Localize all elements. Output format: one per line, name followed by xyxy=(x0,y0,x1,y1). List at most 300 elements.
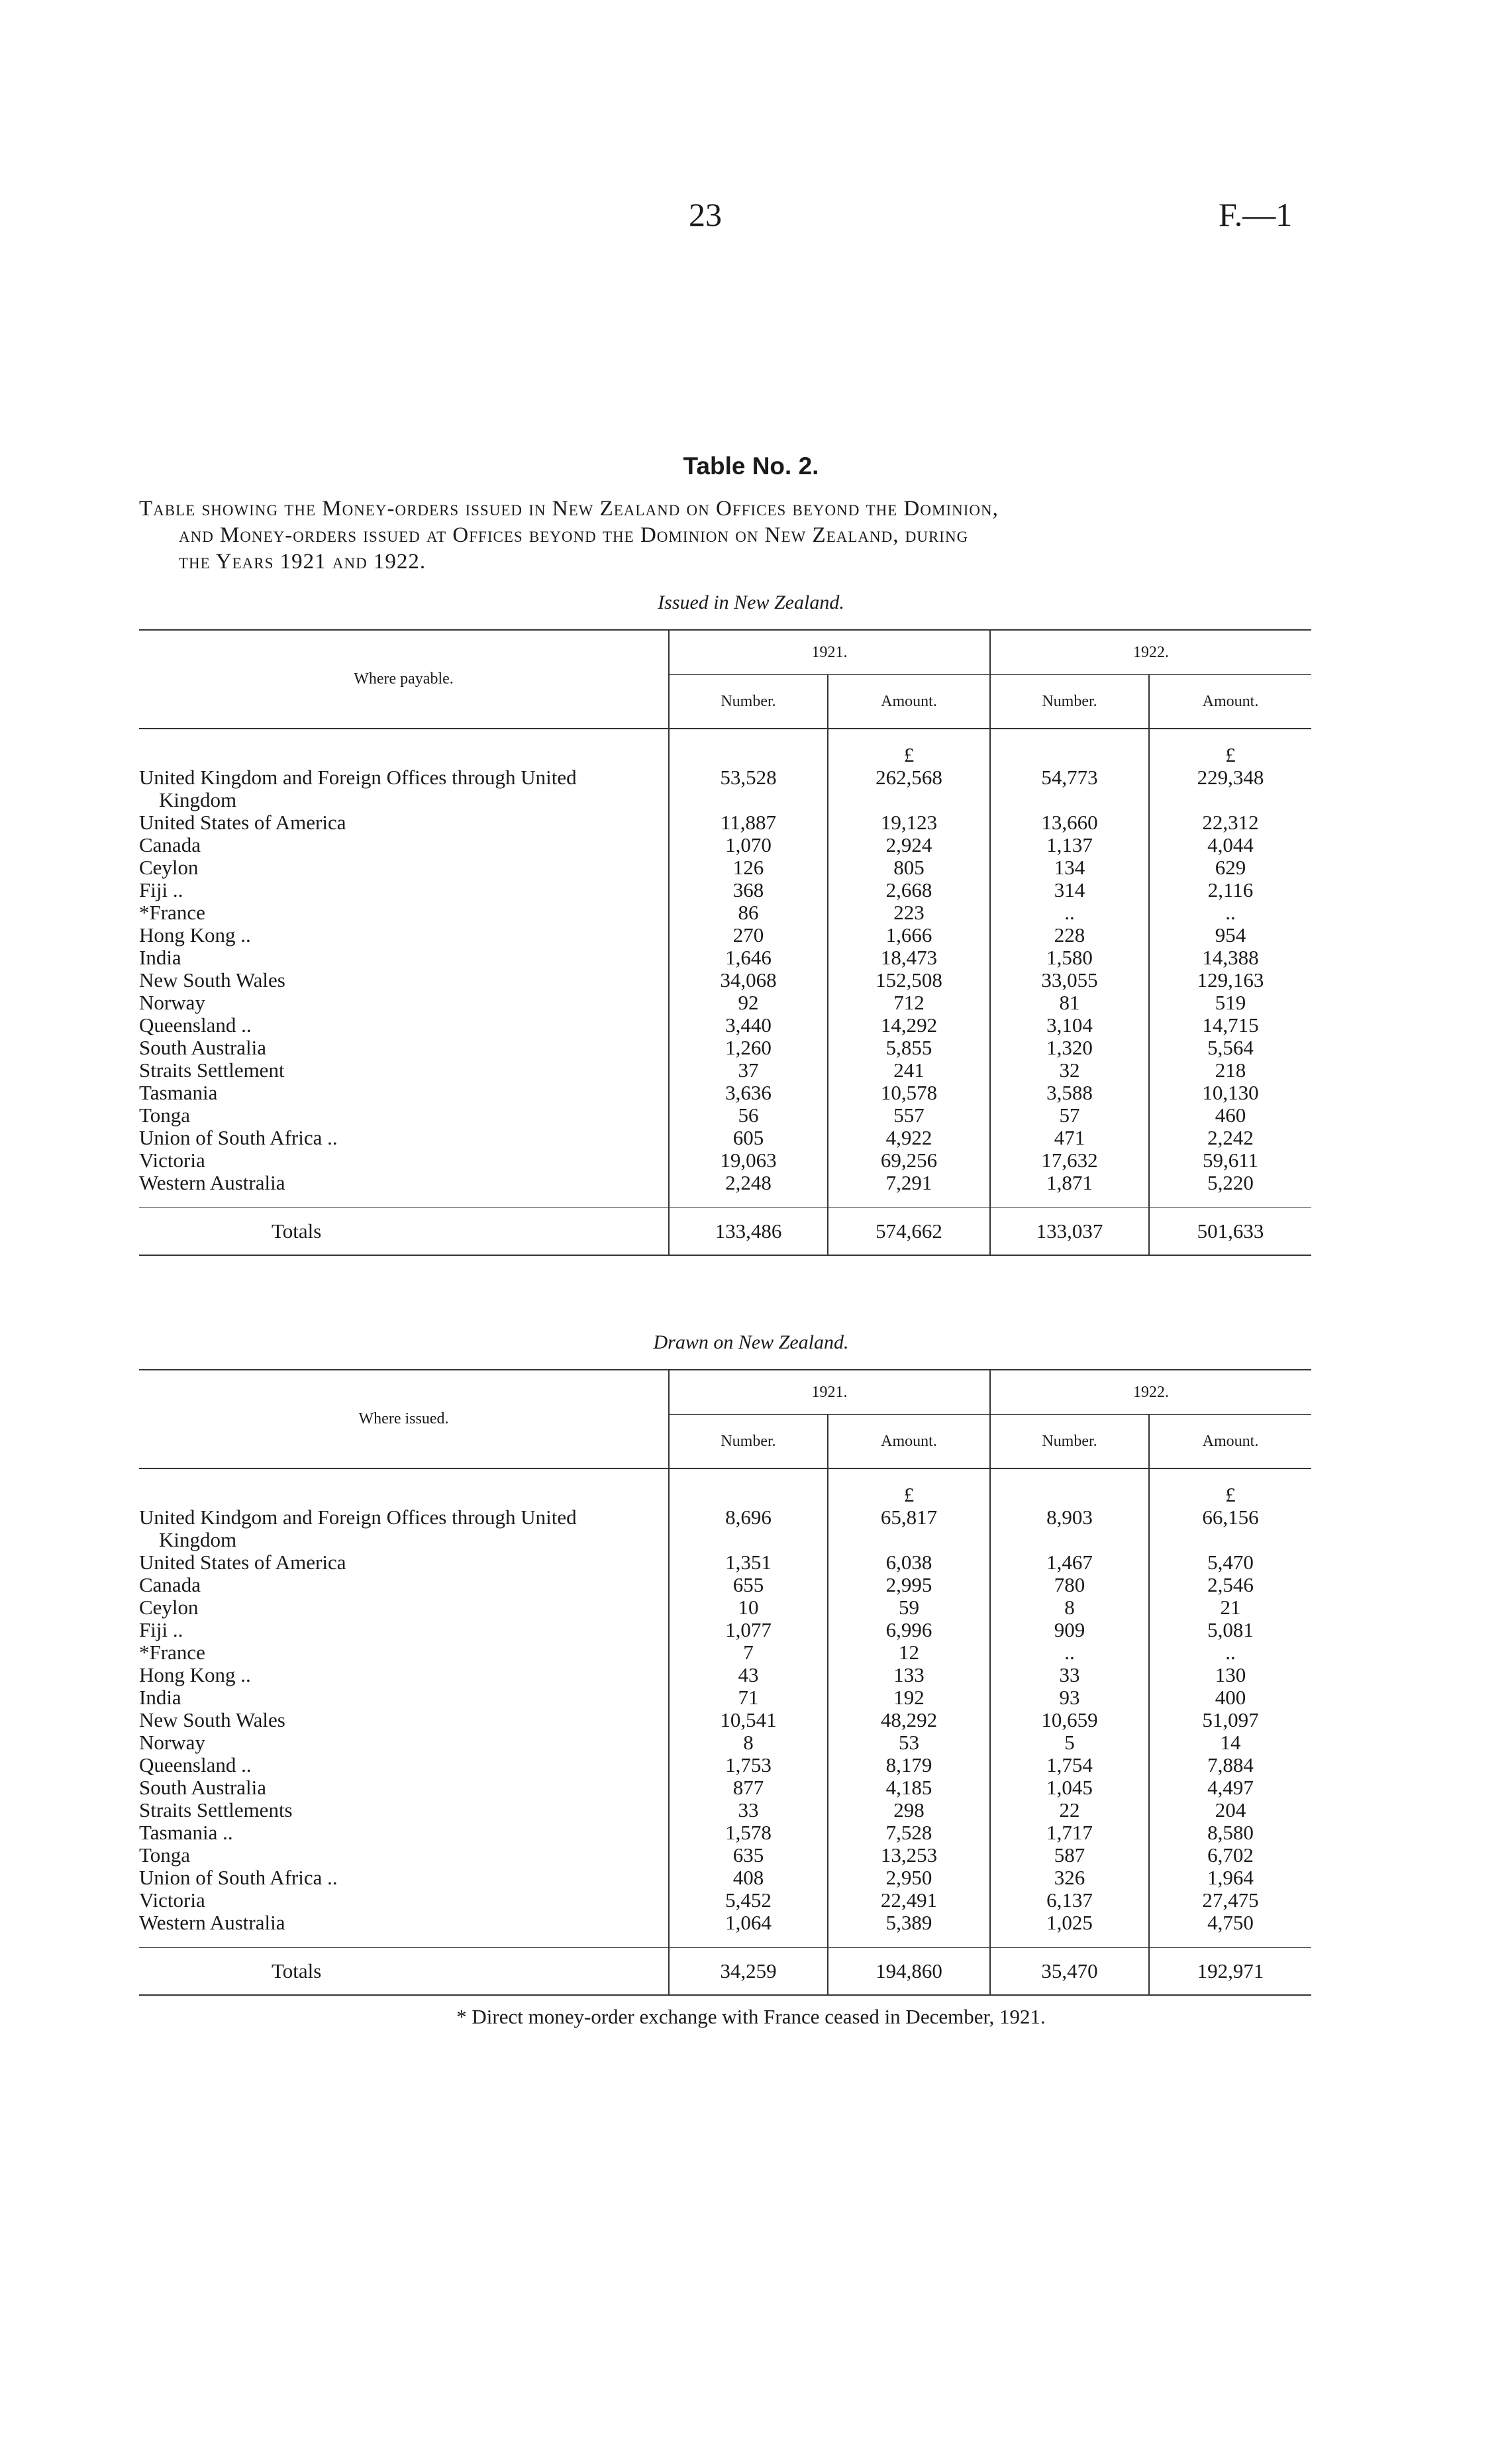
number-1921-cell: 1,646 xyxy=(669,947,828,969)
number-1922-cell: .. xyxy=(990,1641,1149,1664)
amount-1922-cell: 10,130 xyxy=(1149,1082,1311,1104)
number-1922-cell: 5 xyxy=(990,1731,1149,1754)
drawn-table-body xyxy=(139,1468,1311,1995)
place-cell xyxy=(139,947,669,969)
total-amount-1921: 194,860 xyxy=(828,1948,990,1996)
table-row xyxy=(139,1172,1311,1194)
table-row xyxy=(139,1664,1311,1686)
table-row xyxy=(139,766,1311,811)
number-1921-cell: 605 xyxy=(669,1127,828,1149)
blank-cell xyxy=(139,1934,669,1948)
amount-1921-cell: 2,668 xyxy=(828,879,990,901)
number-header: Number. xyxy=(990,675,1149,729)
number-1921-cell: 10 xyxy=(669,1596,828,1619)
number-1922-cell: 1,717 xyxy=(990,1822,1149,1844)
place-name: India xyxy=(139,946,181,969)
totals-label: Totals xyxy=(139,1948,669,1996)
table-row xyxy=(139,879,1311,901)
place-cell xyxy=(139,1104,669,1127)
amount-1921-cell: 223 xyxy=(828,901,990,924)
page-reference: F.—1 xyxy=(1219,196,1293,233)
spacer-row xyxy=(139,1934,1311,1948)
table-caption xyxy=(139,495,1305,575)
totals-row xyxy=(139,1948,1311,1996)
place-name: United States of America xyxy=(139,811,346,834)
table-row xyxy=(139,1641,1311,1664)
place-name: *France xyxy=(139,1641,205,1664)
place-cell xyxy=(139,1127,669,1149)
place-cell xyxy=(139,1596,669,1619)
table-row xyxy=(139,1506,1311,1551)
caption-line-3: the Years 1921 and 1922. xyxy=(179,550,426,574)
number-1921-cell: 1,260 xyxy=(669,1037,828,1059)
place-cell xyxy=(139,1574,669,1596)
amount-1922-cell: 954 xyxy=(1149,924,1311,947)
amount-1921-cell: 7,528 xyxy=(828,1822,990,1844)
year-1922-header: 1922. xyxy=(990,1370,1311,1415)
number-1922-cell: 326 xyxy=(990,1867,1149,1889)
number-1922-cell: 13,660 xyxy=(990,811,1149,834)
blank-cell xyxy=(990,1934,1149,1948)
number-header: Number. xyxy=(669,675,828,729)
number-1922-cell: 587 xyxy=(990,1844,1149,1867)
number-1921-cell: 1,351 xyxy=(669,1551,828,1574)
amount-1921-cell: 712 xyxy=(828,992,990,1014)
number-1922-cell: 909 xyxy=(990,1619,1149,1641)
number-1921-cell: 126 xyxy=(669,856,828,879)
number-1921-cell: 3,440 xyxy=(669,1014,828,1037)
number-1922-cell: 780 xyxy=(990,1574,1149,1596)
amount-1921-cell: 7,291 xyxy=(828,1172,990,1194)
number-1922-cell: 1,754 xyxy=(990,1754,1149,1776)
place-name: Straits Settlement xyxy=(139,1058,285,1082)
place-name: New South Wales xyxy=(139,968,285,992)
table-row xyxy=(139,1799,1311,1822)
place-name: Ceylon xyxy=(139,856,199,879)
amount-1922-cell: 4,750 xyxy=(1149,1912,1311,1934)
place-name: New South Wales xyxy=(139,1708,285,1731)
number-1922-cell: 1,137 xyxy=(990,834,1149,856)
place-cell xyxy=(139,1844,669,1867)
amount-header: Amount. xyxy=(1149,1415,1311,1469)
issued-table xyxy=(139,629,1311,1256)
amount-1922-cell: 5,081 xyxy=(1149,1619,1311,1641)
blank-cell xyxy=(139,729,669,766)
place-cell xyxy=(139,1149,669,1172)
place-name-continued: Kingdom xyxy=(159,788,237,811)
table-row xyxy=(139,1754,1311,1776)
number-1922-cell: 1,580 xyxy=(990,947,1149,969)
number-1921-cell: 8 xyxy=(669,1731,828,1754)
number-1922-cell: 3,104 xyxy=(990,1014,1149,1037)
amount-1921-cell: 5,389 xyxy=(828,1912,990,1934)
currency-row xyxy=(139,1468,1311,1506)
amount-1922-cell: 400 xyxy=(1149,1686,1311,1709)
caption-line-2: and Money-orders issued at Offices beyond the Dominion on New Zealand, during xyxy=(179,523,969,547)
blank-cell xyxy=(139,1194,669,1208)
drawn-subtitle: Drawn on New Zealand. xyxy=(653,1331,849,1353)
number-1922-cell: 57 xyxy=(990,1104,1149,1127)
number-1921-cell: 5,452 xyxy=(669,1889,828,1912)
place-cell xyxy=(139,1664,669,1686)
amount-1922-cell: 130 xyxy=(1149,1664,1311,1686)
number-1922-cell: 1,320 xyxy=(990,1037,1149,1059)
number-1922-cell: 3,588 xyxy=(990,1082,1149,1104)
place-name: Hong Kong .. xyxy=(139,923,251,947)
table-row xyxy=(139,1619,1311,1641)
place-name: Western Australia xyxy=(139,1171,285,1194)
amount-1921-cell: 5,855 xyxy=(828,1037,990,1059)
amount-1921-cell: 241 xyxy=(828,1059,990,1082)
place-cell xyxy=(139,1641,669,1664)
amount-1922-cell: 14 xyxy=(1149,1731,1311,1754)
total-amount-1921: 574,662 xyxy=(828,1208,990,1256)
amount-1922-cell: 5,564 xyxy=(1149,1037,1311,1059)
where-issued-header: Where issued. xyxy=(139,1370,669,1468)
table-row xyxy=(139,1551,1311,1574)
amount-1922-cell: 51,097 xyxy=(1149,1709,1311,1731)
amount-1921-cell: 6,996 xyxy=(828,1619,990,1641)
year-1922-header: 1922. xyxy=(990,630,1311,675)
number-1922-cell: 8 xyxy=(990,1596,1149,1619)
amount-1921-cell: 2,924 xyxy=(828,834,990,856)
currency-symbol: £ xyxy=(828,1468,990,1506)
place-cell xyxy=(139,1731,669,1754)
total-number-1922: 133,037 xyxy=(990,1208,1149,1256)
place-name: Norway xyxy=(139,1731,205,1754)
amount-1922-cell: 519 xyxy=(1149,992,1311,1014)
table-row xyxy=(139,1104,1311,1127)
number-1921-cell: 635 xyxy=(669,1844,828,1867)
totals-row xyxy=(139,1208,1311,1256)
place-name: South Australia xyxy=(139,1776,267,1799)
table-row xyxy=(139,947,1311,969)
table-row xyxy=(139,1082,1311,1104)
place-cell xyxy=(139,834,669,856)
place-cell xyxy=(139,1889,669,1912)
blank-cell xyxy=(990,1194,1149,1208)
number-header: Number. xyxy=(669,1415,828,1469)
place-cell xyxy=(139,811,669,834)
table-row xyxy=(139,834,1311,856)
place-name: Queensland .. xyxy=(139,1013,252,1037)
totals-label: Totals xyxy=(139,1208,669,1256)
number-cell xyxy=(990,1468,1149,1506)
amount-1922-cell: 66,156 xyxy=(1149,1506,1311,1551)
table-row xyxy=(139,1686,1311,1709)
number-1922-cell: 471 xyxy=(990,1127,1149,1149)
place-cell xyxy=(139,1172,669,1194)
number-1921-cell: 2,248 xyxy=(669,1172,828,1194)
amount-1921-cell: 8,179 xyxy=(828,1754,990,1776)
amount-1921-cell: 12 xyxy=(828,1641,990,1664)
blank-cell xyxy=(1149,1934,1311,1948)
number-1921-cell: 877 xyxy=(669,1776,828,1799)
table-row xyxy=(139,924,1311,947)
place-cell xyxy=(139,1619,669,1641)
issued-subtitle: Issued in New Zealand. xyxy=(658,591,844,613)
amount-1922-cell: 22,312 xyxy=(1149,811,1311,834)
amount-1922-cell: 2,242 xyxy=(1149,1127,1311,1149)
table-row xyxy=(139,1889,1311,1912)
place-cell xyxy=(139,924,669,947)
table-row xyxy=(139,856,1311,879)
place-name: Straits Settlements xyxy=(139,1798,293,1822)
number-1921-cell: 8,696 xyxy=(669,1506,828,1551)
number-1922-cell: 33,055 xyxy=(990,969,1149,992)
table-row xyxy=(139,1127,1311,1149)
place-name: Ceylon xyxy=(139,1596,199,1619)
number-1922-cell: 1,045 xyxy=(990,1776,1149,1799)
number-1921-cell: 1,064 xyxy=(669,1912,828,1934)
amount-1921-cell: 22,491 xyxy=(828,1889,990,1912)
number-1922-cell: 81 xyxy=(990,992,1149,1014)
amount-1921-cell: 13,253 xyxy=(828,1844,990,1867)
number-cell xyxy=(990,729,1149,766)
number-1921-cell: 11,887 xyxy=(669,811,828,834)
number-1921-cell: 19,063 xyxy=(669,1149,828,1172)
number-1921-cell: 368 xyxy=(669,879,828,901)
place-cell xyxy=(139,879,669,901)
table-row xyxy=(139,992,1311,1014)
amount-1922-cell: 629 xyxy=(1149,856,1311,879)
amount-1921-cell: 48,292 xyxy=(828,1709,990,1731)
place-cell xyxy=(139,1037,669,1059)
number-1921-cell: 1,753 xyxy=(669,1754,828,1776)
number-1921-cell: 7 xyxy=(669,1641,828,1664)
amount-1921-cell: 1,666 xyxy=(828,924,990,947)
number-cell xyxy=(669,1468,828,1506)
amount-1922-cell: 229,348 xyxy=(1149,766,1311,811)
currency-symbol: £ xyxy=(828,729,990,766)
table-row xyxy=(139,1776,1311,1799)
place-name: United Kindgom and Foreign Offices through United xyxy=(139,1506,577,1529)
blank-cell xyxy=(828,1934,990,1948)
amount-1922-cell: 2,116 xyxy=(1149,879,1311,901)
amount-1922-cell: 5,220 xyxy=(1149,1172,1311,1194)
number-1921-cell: 10,541 xyxy=(669,1709,828,1731)
amount-1921-cell: 69,256 xyxy=(828,1149,990,1172)
number-1921-cell: 56 xyxy=(669,1104,828,1127)
place-name: Tonga xyxy=(139,1104,191,1127)
number-1921-cell: 37 xyxy=(669,1059,828,1082)
amount-1921-cell: 4,185 xyxy=(828,1776,990,1799)
amount-1921-cell: 6,038 xyxy=(828,1551,990,1574)
amount-1921-cell: 133 xyxy=(828,1664,990,1686)
total-number-1922: 35,470 xyxy=(990,1948,1149,1996)
place-name: India xyxy=(139,1686,181,1709)
table-row xyxy=(139,1014,1311,1037)
table-row xyxy=(139,1867,1311,1889)
number-1922-cell: 54,773 xyxy=(990,766,1149,811)
place-cell xyxy=(139,1912,669,1934)
number-1922-cell: 1,025 xyxy=(990,1912,1149,1934)
amount-1922-cell: 7,884 xyxy=(1149,1754,1311,1776)
table-row xyxy=(139,1059,1311,1082)
table-row xyxy=(139,1844,1311,1867)
place-cell xyxy=(139,1551,669,1574)
place-cell xyxy=(139,1686,669,1709)
number-1922-cell: 32 xyxy=(990,1059,1149,1082)
table-row xyxy=(139,1596,1311,1619)
caption-line-1: Table showing the Money-orders issued in New Zealand on Offices beyond the Dominion, xyxy=(139,497,999,521)
number-1922-cell: 1,467 xyxy=(990,1551,1149,1574)
place-name: Union of South Africa .. xyxy=(139,1126,338,1149)
number-1921-cell: 270 xyxy=(669,924,828,947)
amount-1922-cell: 14,715 xyxy=(1149,1014,1311,1037)
amount-1921-cell: 152,508 xyxy=(828,969,990,992)
blank-cell xyxy=(139,1468,669,1506)
table-row xyxy=(139,1912,1311,1934)
number-1922-cell: 22 xyxy=(990,1799,1149,1822)
amount-1921-cell: 59 xyxy=(828,1596,990,1619)
table-title: Table No. 2. xyxy=(683,452,819,480)
place-name: *France xyxy=(139,901,205,924)
amount-1922-cell: 4,044 xyxy=(1149,834,1311,856)
amount-1922-cell: 460 xyxy=(1149,1104,1311,1127)
number-1921-cell: 1,077 xyxy=(669,1619,828,1641)
amount-1921-cell: 192 xyxy=(828,1686,990,1709)
place-cell xyxy=(139,901,669,924)
place-cell xyxy=(139,856,669,879)
place-name-continued: Kingdom xyxy=(159,1528,237,1551)
where-payable-header: Where payable. xyxy=(139,630,669,729)
amount-1921-cell: 4,922 xyxy=(828,1127,990,1149)
place-name: South Australia xyxy=(139,1036,267,1059)
place-name: Canada xyxy=(139,833,201,856)
amount-1921-cell: 14,292 xyxy=(828,1014,990,1037)
amount-1922-cell: 204 xyxy=(1149,1799,1311,1822)
place-cell xyxy=(139,992,669,1014)
amount-1922-cell: 129,163 xyxy=(1149,969,1311,992)
currency-row xyxy=(139,729,1311,766)
amount-1921-cell: 2,950 xyxy=(828,1867,990,1889)
number-1922-cell: 1,871 xyxy=(990,1172,1149,1194)
amount-1922-cell: 2,546 xyxy=(1149,1574,1311,1596)
place-cell xyxy=(139,1867,669,1889)
year-1921-header: 1921. xyxy=(669,630,990,675)
number-1921-cell: 86 xyxy=(669,901,828,924)
number-1921-cell: 53,528 xyxy=(669,766,828,811)
amount-header: Amount. xyxy=(828,675,990,729)
number-1921-cell: 92 xyxy=(669,992,828,1014)
number-header: Number. xyxy=(990,1415,1149,1469)
amount-1921-cell: 53 xyxy=(828,1731,990,1754)
table-row xyxy=(139,1731,1311,1754)
number-1921-cell: 1,070 xyxy=(669,834,828,856)
amount-1922-cell: 59,611 xyxy=(1149,1149,1311,1172)
page-number: 23 xyxy=(689,196,722,233)
drawn-table xyxy=(139,1369,1311,1996)
place-name: United States of America xyxy=(139,1551,346,1574)
amount-1922-cell: .. xyxy=(1149,1641,1311,1664)
number-1922-cell: 314 xyxy=(990,879,1149,901)
place-cell xyxy=(139,1506,669,1551)
place-name: Norway xyxy=(139,991,205,1014)
place-name: Hong Kong .. xyxy=(139,1663,251,1686)
issued-table-body xyxy=(139,729,1311,1255)
total-amount-1922: 192,971 xyxy=(1149,1948,1311,1996)
blank-cell xyxy=(828,1194,990,1208)
amount-1921-cell: 18,473 xyxy=(828,947,990,969)
place-cell xyxy=(139,1799,669,1822)
place-name: Tasmania .. xyxy=(139,1821,233,1844)
amount-1921-cell: 298 xyxy=(828,1799,990,1822)
table-row xyxy=(139,1149,1311,1172)
table-row xyxy=(139,811,1311,834)
amount-1921-cell: 262,568 xyxy=(828,766,990,811)
number-1921-cell: 1,578 xyxy=(669,1822,828,1844)
place-name: Fiji .. xyxy=(139,1618,183,1641)
place-name: United Kingdom and Foreign Offices through United xyxy=(139,766,577,789)
place-name: Union of South Africa .. xyxy=(139,1866,338,1889)
amount-1922-cell: 27,475 xyxy=(1149,1889,1311,1912)
place-cell xyxy=(139,1059,669,1082)
blank-cell xyxy=(1149,1194,1311,1208)
total-number-1921: 34,259 xyxy=(669,1948,828,1996)
table-row xyxy=(139,1822,1311,1844)
place-cell xyxy=(139,1822,669,1844)
number-1922-cell: 134 xyxy=(990,856,1149,879)
amount-1922-cell: 218 xyxy=(1149,1059,1311,1082)
amount-1921-cell: 2,995 xyxy=(828,1574,990,1596)
place-name: Canada xyxy=(139,1573,201,1596)
place-cell xyxy=(139,1709,669,1731)
amount-header: Amount. xyxy=(1149,675,1311,729)
number-1921-cell: 408 xyxy=(669,1867,828,1889)
number-1922-cell: 33 xyxy=(990,1664,1149,1686)
place-cell xyxy=(139,766,669,811)
amount-1921-cell: 805 xyxy=(828,856,990,879)
place-cell xyxy=(139,1776,669,1799)
total-amount-1922: 501,633 xyxy=(1149,1208,1311,1256)
place-name: Fiji .. xyxy=(139,878,183,901)
place-cell xyxy=(139,1754,669,1776)
amount-1922-cell: 4,497 xyxy=(1149,1776,1311,1799)
amount-1922-cell: .. xyxy=(1149,901,1311,924)
number-1921-cell: 34,068 xyxy=(669,969,828,992)
amount-header: Amount. xyxy=(828,1415,990,1469)
table-row xyxy=(139,1709,1311,1731)
place-name: Victoria xyxy=(139,1888,205,1912)
amount-1921-cell: 19,123 xyxy=(828,811,990,834)
amount-1922-cell: 5,470 xyxy=(1149,1551,1311,1574)
place-cell xyxy=(139,1014,669,1037)
number-1922-cell: 10,659 xyxy=(990,1709,1149,1731)
number-cell xyxy=(669,729,828,766)
amount-1922-cell: 6,702 xyxy=(1149,1844,1311,1867)
amount-1922-cell: 21 xyxy=(1149,1596,1311,1619)
number-1921-cell: 3,636 xyxy=(669,1082,828,1104)
number-1922-cell: 17,632 xyxy=(990,1149,1149,1172)
amount-1921-cell: 65,817 xyxy=(828,1506,990,1551)
amount-1922-cell: 14,388 xyxy=(1149,947,1311,969)
footnote: * Direct money-order exchange with France ceased in December, 1921. xyxy=(456,2005,1046,2028)
table-row xyxy=(139,1574,1311,1596)
amount-1921-cell: 10,578 xyxy=(828,1082,990,1104)
currency-symbol: £ xyxy=(1149,729,1311,766)
number-1921-cell: 33 xyxy=(669,1799,828,1822)
number-1922-cell: 8,903 xyxy=(990,1506,1149,1551)
place-name: Tasmania xyxy=(139,1081,218,1104)
place-name: Tonga xyxy=(139,1843,191,1867)
amount-1922-cell: 1,964 xyxy=(1149,1867,1311,1889)
number-1921-cell: 655 xyxy=(669,1574,828,1596)
table-row xyxy=(139,901,1311,924)
blank-cell xyxy=(669,1934,828,1948)
year-1921-header: 1921. xyxy=(669,1370,990,1415)
table-row xyxy=(139,1037,1311,1059)
